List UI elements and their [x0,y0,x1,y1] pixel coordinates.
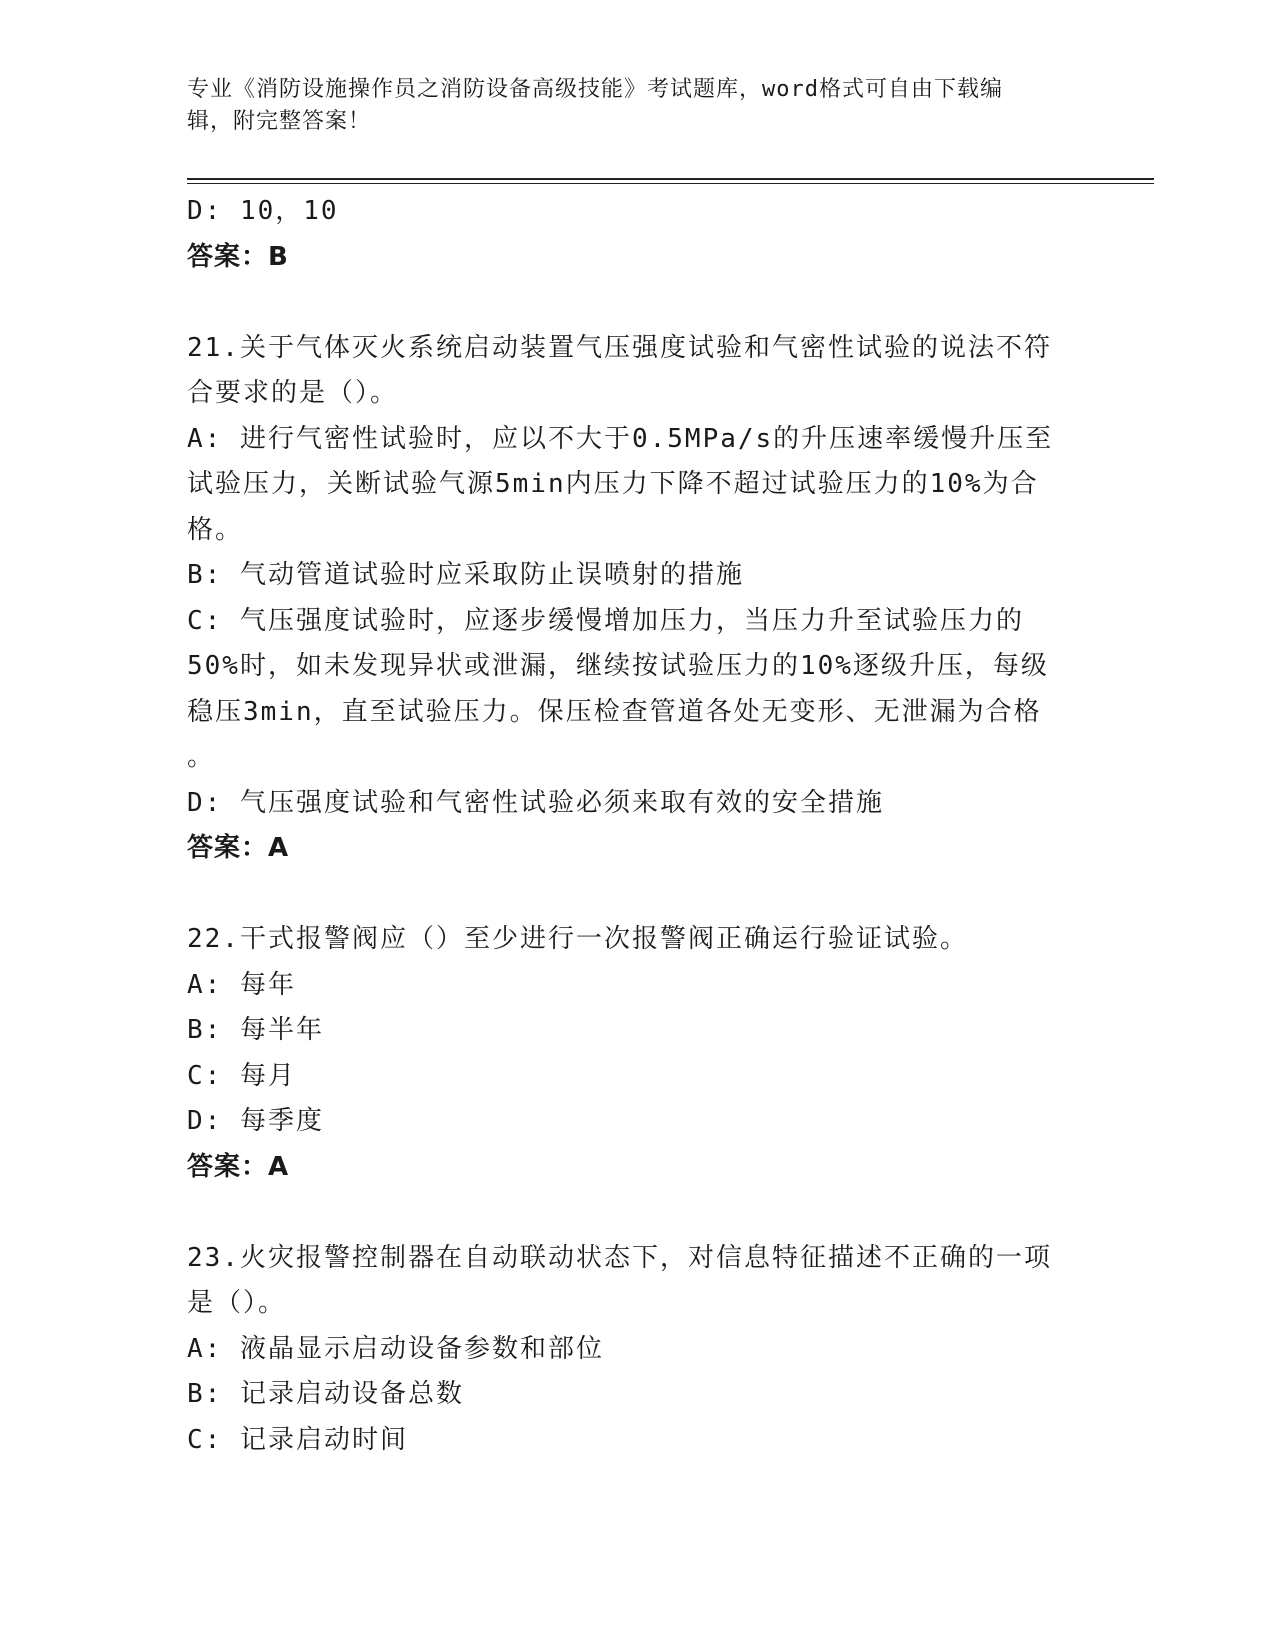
option-line: B: 气动管道试验时应采取防止误喷射的措施 [187,560,744,590]
option-line: B: 记录启动设备总数 [187,1379,464,1409]
document-header [187,74,1087,138]
spacer [187,872,1087,918]
question-stem-line: 是（）。 [187,1288,287,1318]
option-line: B: 每半年 [187,1015,324,1045]
option-line: 50%时，如未发现异状或泄漏，继续按试验压力的10%逐级升压，每级 [187,651,1049,681]
option-line: A: 每年 [187,969,296,1000]
header-line-1: 专业《消防设施操作员之消防设备高级技能》考试题库，word格式可自由下载编 [187,77,1003,102]
option-line: 。 [187,742,216,772]
option-line: A: 进行气密性试验时，应以不大于0.5MPa/s的升压速率缓慢升压至 [187,423,1054,454]
option-line: 试验压力，关断试验气源5min内压力下降不超过试验压力的10%为合 [187,469,1039,499]
answer-line: 答案：A [187,1151,290,1182]
answer-previous: 答案：B [187,241,289,272]
question-22 [187,917,1087,1190]
header-line-2: 辑，附完整答案！ [187,109,372,134]
header-divider-thick [187,178,1154,180]
option-line: 稳压3min，直至试验压力。保压检查管道各处无变形、无泄漏为合格 [187,696,1042,727]
option-line: D: 每季度 [187,1106,324,1136]
option-line: 格。 [187,514,244,545]
question-stem-line: 合要求的是（）。 [187,378,399,408]
spacer [187,1190,1087,1236]
question-stem-line: 22.干式报警阀应（）至少进行一次报警阀正确运行验证试验。 [187,924,968,954]
question-stem-line: 23.火灾报警控制器在自动联动状态下，对信息特征描述不正确的一项 [187,1242,1052,1273]
option-line: C: 记录启动时间 [187,1424,408,1455]
header-divider-thin [187,183,1154,184]
question-21 [187,326,1087,872]
question-content [187,189,1087,1463]
option-d-previous: D: 10，10 [187,196,339,226]
question-stem-line: 21.关于气体灭火系统启动装置气压强度试验和气密性试验的说法不符 [187,332,1052,363]
answer-line: 答案：A [187,833,290,863]
question-23 [187,1236,1087,1464]
option-line: A: 液晶显示启动设备参数和部位 [187,1333,604,1364]
spacer [187,280,1087,326]
option-line: D: 气压强度试验和气密性试验必须来取有效的安全措施 [187,787,884,818]
option-line: C: 每月 [187,1060,296,1091]
option-line: C: 气压强度试验时，应逐步缓慢增加压力，当压力升至试验压力的 [187,605,1024,636]
